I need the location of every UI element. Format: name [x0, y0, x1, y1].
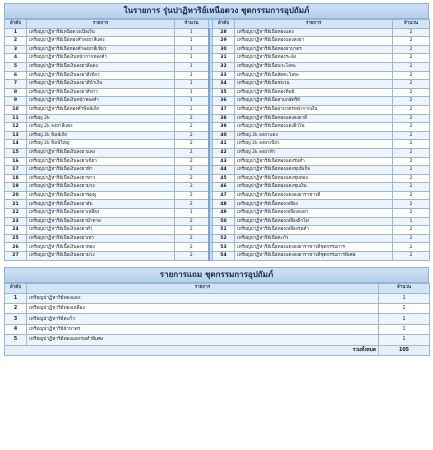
item-qty: 2	[175, 174, 209, 183]
item-name: เหรียญปาฏิหาริย์เนื้อนวะโลหะ	[235, 62, 393, 71]
item-name: เหรียญปาฏิหาริย์เนื้อเงินลงยาทอง	[27, 243, 175, 252]
header-no-left: ลำดับ	[5, 20, 27, 29]
item-name: เหรียญปาฏิหาริย์เนื้อเงินลงยาน้ำตาล	[27, 217, 175, 226]
item-no: 25	[5, 234, 27, 243]
item-no: 47	[213, 191, 235, 200]
item-no: 51	[213, 226, 235, 235]
bonus-qty: 1	[379, 304, 430, 314]
item-no: 28	[213, 28, 235, 37]
item-no: 16	[5, 157, 27, 166]
item-qty: 2	[393, 37, 430, 46]
bonus-item: เหรียญปาฏิหาริย์ฝาบาตร	[27, 324, 379, 334]
item-no: 12	[5, 123, 27, 132]
item-name: เหรียญ 2k ลงยาเขียว	[235, 140, 393, 149]
table-row	[5, 217, 430, 226]
item-name: เหรียญปาฏิหาริย์เนื้อเงินหน้าทองคำ	[27, 97, 175, 106]
item-name: เหรียญ 2k พิมพ์เล็ก	[27, 131, 175, 140]
item-no: 46	[213, 183, 235, 192]
table-row	[5, 200, 430, 209]
item-qty: 1	[175, 54, 209, 63]
item-no: 5	[5, 62, 27, 71]
item-qty: 2	[393, 80, 430, 89]
item-no: 19	[5, 183, 27, 192]
item-name: เหรียญปาฏิหาริย์เนื้อทองทิพย์	[235, 88, 393, 97]
item-name: เหรียญปาฏิหาริย์เนื้อสัตตะโลหะ	[235, 71, 393, 80]
header-item-left: รายการ	[27, 20, 175, 29]
table-row	[5, 123, 430, 132]
item-name: เหรียญปาฏิหาริย์เนื้อเงินลงยาสีขาว	[27, 88, 175, 97]
item-no: 29	[213, 37, 235, 46]
table-row	[5, 226, 430, 235]
item-qty: 2	[393, 140, 430, 149]
bonus-header-qty: จำนวน	[379, 283, 430, 293]
item-qty: 2	[175, 131, 209, 140]
item-no: 4	[5, 54, 27, 63]
header-item-right: รายการ	[235, 20, 393, 29]
item-name: เหรียญปาฏิหาริย์เนื้อทองคำพิมพ์เล็ก	[27, 105, 175, 114]
item-name: เหรียญปาฏิหาริย์เนื้อเงินลงยาม่วง	[27, 183, 175, 192]
bonus-no: 4	[5, 324, 27, 334]
bonus-qty: 1	[379, 293, 430, 303]
main-title: ในรายการ รุ่นปาฏิหาริย์เหนือดวง ชุดกรรมการอุปถัมภ์	[4, 3, 429, 19]
bonus-no: 1	[5, 293, 27, 303]
item-name: เหรียญปาฏิหาริย์เนื้อเงินหน้ากากทองคำ	[27, 54, 175, 63]
item-name: เหรียญปาฏิหาริย์เนื้อเงินลงยาแดง	[27, 148, 175, 157]
item-name: เหรียญปาฏิหาริย์เนื้อทองแดงรมดำ	[235, 157, 393, 166]
item-no: 38	[213, 114, 235, 123]
table-row	[5, 45, 430, 54]
item-name: เหรียญปาฏิหาริย์เนื้อเงินลงยาขาว	[27, 174, 175, 183]
main-header-row	[5, 20, 430, 29]
item-qty: 2	[393, 200, 430, 209]
item-name: เหรียญปาฏิหาริย์เนื้อทองแดงลงยาราชาวดีชุดกรรมการพิเศษ	[235, 252, 393, 261]
item-qty: 1	[393, 217, 430, 226]
table-row	[5, 114, 430, 123]
item-name: เหรียญปาฏิหาริย์เนื้อทองแดงลงยาราชาวดี	[235, 191, 393, 200]
item-no: 21	[5, 200, 27, 209]
item-no: 43	[213, 157, 235, 166]
item-no: 39	[213, 123, 235, 132]
items-sheet	[4, 3, 429, 356]
item-no: 37	[213, 105, 235, 114]
item-name: เหรียญ 2k ลงยาสีแดง	[27, 123, 175, 132]
item-no: 2	[5, 37, 27, 46]
table-row	[5, 174, 430, 183]
bonus-item: เหรียญปาฏิหาริย์ทองแดง	[27, 293, 379, 303]
table-row	[5, 234, 430, 243]
item-name: เหรียญปาฏิหาริย์เนื้อเงินลงยาฟ้า	[27, 166, 175, 175]
bonus-qty: 1	[379, 335, 430, 345]
item-name: เหรียญปาฏิหาริย์เนื้อทองคำลงยาสีเขียว	[27, 45, 175, 54]
item-qty: 1	[175, 71, 209, 80]
item-qty: 2	[175, 200, 209, 209]
item-qty: 2	[393, 148, 430, 157]
item-no: 20	[5, 191, 27, 200]
item-no: 40	[213, 131, 235, 140]
item-qty: 2	[175, 148, 209, 157]
item-no: 31	[213, 54, 235, 63]
item-name: เหรียญ 2k ลงยาแดง	[235, 131, 393, 140]
item-no: 41	[213, 140, 235, 149]
total-label: รวมทั้งหมด	[5, 345, 379, 355]
item-no: 17	[5, 166, 27, 175]
table-row	[5, 157, 430, 166]
item-name: เหรียญปาฏิหาริย์เนื้อทองเหลืองผิวไฟ	[235, 217, 393, 226]
item-no: 53	[213, 243, 235, 252]
item-name: เหรียญปาฏิหาริย์เนื้อทองฝาบาตร	[235, 45, 393, 54]
item-qty: 1	[175, 45, 209, 54]
table-row	[5, 191, 430, 200]
item-name: เหรียญปาฏิหาริย์เนื้อทองแดงลงยาราชาวดีชุดกรรมการ	[235, 243, 393, 252]
item-name: เหรียญปาฏิหาริย์เนื้อเงินลงยาสีแดง	[27, 62, 175, 71]
item-name: เหรียญปาฏิหาริย์เนื้อเงินลงยาชมพู	[27, 191, 175, 200]
item-qty: 2	[393, 174, 430, 183]
item-no: 1	[5, 28, 27, 37]
item-qty: 2	[393, 226, 430, 235]
item-qty: 2	[175, 243, 209, 252]
item-qty: 2	[175, 252, 209, 261]
bonus-qty: 1	[379, 314, 430, 324]
item-no: 3	[5, 45, 27, 54]
item-no: 52	[213, 234, 235, 243]
item-no: 36	[213, 97, 235, 106]
item-name: เหรียญปาฏิหาริย์เนื้อทองแดงลงยาสี	[235, 114, 393, 123]
table-row	[5, 209, 430, 218]
item-name: เหรียญปาฏิหาริย์เนื้อสามกษัตริย์	[235, 97, 393, 106]
item-qty: 2	[175, 123, 209, 132]
table-row	[5, 88, 430, 97]
item-qty: 1	[175, 97, 209, 106]
table-row	[5, 54, 430, 63]
item-name: เหรียญปาฏิหาริย์เนื้อเงินลงยาเทา	[27, 234, 175, 243]
bonus-row	[5, 324, 430, 334]
item-qty: 2	[393, 209, 430, 218]
table-row	[5, 80, 430, 89]
bonus-qty: 1	[379, 324, 430, 334]
item-qty: 1	[175, 80, 209, 89]
item-no: 23	[5, 217, 27, 226]
item-name: เหรียญปาฏิหาริย์เนื้อทองระฆัง	[235, 54, 393, 63]
item-qty: 2	[393, 123, 430, 132]
item-name: เหรียญปาฏิหาริย์เนื้อทองแดงชุบนิเกิ้ล	[235, 166, 393, 175]
item-qty: 1	[175, 209, 209, 218]
bonus-row	[5, 314, 430, 324]
item-name: เหรียญปาฏิหาริย์เนื้อเงินลงยาเหลือง	[27, 209, 175, 218]
item-no: 30	[213, 45, 235, 54]
table-row	[5, 97, 430, 106]
table-row	[5, 105, 430, 114]
item-no: 6	[5, 71, 27, 80]
item-no: 45	[213, 174, 235, 183]
table-row	[5, 148, 430, 157]
table-row	[5, 140, 430, 149]
item-qty: 2	[175, 157, 209, 166]
item-qty: 1	[175, 28, 209, 37]
item-no: 24	[5, 226, 27, 235]
bonus-header-row	[5, 283, 430, 293]
item-name: เหรียญปาฏิหาริย์เนื้อเงินลงยาสีน้ำเงิน	[27, 80, 175, 89]
item-no: 48	[213, 200, 235, 209]
item-qty: 2	[393, 97, 430, 106]
item-qty: 2	[175, 191, 209, 200]
bonus-row	[5, 293, 430, 303]
item-no: 10	[5, 105, 27, 114]
bonus-item: เหรียญปาฏิหาริย์ทองแดงรมดำพิเศษ	[27, 335, 379, 345]
item-no: 11	[5, 114, 27, 123]
item-qty: 2	[393, 114, 430, 123]
item-name: เหรียญปาฏิหาริย์เนื้อเงินลงยาดำ	[27, 226, 175, 235]
item-qty: 2	[393, 62, 430, 71]
item-name: เหรียญปาฏิหาริย์เนื้อฝาบาตรหน้ากากเงิน	[235, 105, 393, 114]
item-qty: 1	[175, 62, 209, 71]
item-qty: 2	[175, 234, 209, 243]
main-table-body	[5, 28, 430, 260]
item-name: เหรียญปาฏิหาริย์เนื้อทองคำลงยาสีแดง	[27, 37, 175, 46]
item-qty: 2	[393, 54, 430, 63]
item-qty: 2	[175, 217, 209, 226]
item-qty: 2	[393, 166, 430, 175]
item-qty: 2	[393, 45, 430, 54]
bonus-items-table	[4, 283, 430, 356]
table-row	[5, 71, 430, 80]
item-qty: 2	[175, 114, 209, 123]
item-no: 15	[5, 148, 27, 157]
item-qty: 2	[175, 166, 209, 175]
bonus-table-body	[5, 293, 430, 345]
table-row	[5, 131, 430, 140]
item-no: 9	[5, 97, 27, 106]
item-qty: 1	[175, 88, 209, 97]
header-qty-right: จำนวน	[393, 20, 430, 29]
item-qty: 2	[393, 243, 430, 252]
item-name: เหรียญปาฏิหาริย์เนื้อทองเหลืองลงยา	[235, 209, 393, 218]
item-qty: 1	[175, 105, 209, 114]
item-qty: 2	[175, 226, 209, 235]
item-no: 18	[5, 174, 27, 183]
item-no: 54	[213, 252, 235, 261]
item-name: เหรียญปาฏิหาริย์เนื้อทองแดงลงยา	[235, 37, 393, 46]
item-qty: 1	[175, 37, 209, 46]
item-no: 35	[213, 88, 235, 97]
item-name: เหรียญปาฏิหาริย์เนื้อทองแดง	[235, 28, 393, 37]
item-qty: 2	[393, 71, 430, 80]
item-qty: 2	[393, 131, 430, 140]
item-name: เหรียญปาฏิหาริย์เนื้อทองเหลืองรมดำ	[235, 226, 393, 235]
item-no: 33	[213, 71, 235, 80]
header-qty-left: จำนวน	[175, 20, 209, 29]
item-qty: 2	[393, 234, 430, 243]
item-no: 13	[5, 131, 27, 140]
bonus-header-item: รายการ	[27, 283, 379, 293]
table-row	[5, 37, 430, 46]
item-no: 34	[213, 80, 235, 89]
bonus-no: 3	[5, 314, 27, 324]
item-no: 22	[5, 209, 27, 218]
bonus-row	[5, 304, 430, 314]
bonus-no: 5	[5, 335, 27, 345]
item-qty: 2	[393, 88, 430, 97]
bonus-item: เหรียญปาฏิหาริย์ตะกั่ว	[27, 314, 379, 324]
item-qty: 2	[393, 28, 430, 37]
bonus-title: รายการแถม ชุดกรรมการอุปถัมภ์	[4, 267, 429, 283]
item-name: เหรียญปาฏิหาริย์เนื้อตะกั่ว	[235, 234, 393, 243]
item-name: เหรียญปาฏิหาริย์เนื้อเงินลงยาม่วง	[27, 252, 175, 261]
item-no: 44	[213, 166, 235, 175]
item-name: เหรียญปาฏิหาริย์เนื้อทองแดงผิวไฟ	[235, 123, 393, 132]
item-name: เหรียญ 2k พิมพ์ใหญ่	[27, 140, 175, 149]
item-qty: 2	[175, 183, 209, 192]
item-qty: 2	[393, 191, 430, 200]
item-qty: 2	[175, 140, 209, 149]
total-row	[5, 345, 430, 355]
header-no-right: ลำดับ	[213, 20, 235, 29]
item-no: 49	[213, 209, 235, 218]
item-qty: 2	[393, 105, 430, 114]
item-no: 26	[5, 243, 27, 252]
bonus-header-no: ลำดับ	[5, 283, 27, 293]
item-name: เหรียญปาฏิหาริย์เนื้อเงินลงยาสีเขียว	[27, 71, 175, 80]
item-no: 8	[5, 88, 27, 97]
item-no: 50	[213, 217, 235, 226]
item-name: เหรียญ 2k ลงยาฟ้า	[235, 148, 393, 157]
table-row	[5, 183, 430, 192]
item-no: 14	[5, 140, 27, 149]
bonus-no: 2	[5, 304, 27, 314]
table-row	[5, 62, 430, 71]
item-name: เหรียญปาฏิหาริย์เนื้อทองแดงชุบทอง	[235, 174, 393, 183]
item-name: เหรียญปาฏิหาริย์เนื้อเงินลงยาส้ม	[27, 200, 175, 209]
item-no: 32	[213, 62, 235, 71]
item-no: 7	[5, 80, 27, 89]
item-name: เหรียญปาฏิหาริย์เนื้อชนวน	[235, 80, 393, 89]
item-no: 42	[213, 148, 235, 157]
table-row	[5, 243, 430, 252]
item-qty: 2	[393, 252, 430, 261]
item-name: เหรียญปาฏิหาริย์เนื้อทองเหลือง	[235, 200, 393, 209]
item-qty: 2	[393, 183, 430, 192]
bonus-item: เหรียญปาฏิหาริย์ทองเหลือง	[27, 304, 379, 314]
item-name: เหรียญปาฏิหาริย์เนื้อเงินลงยาเขียว	[27, 157, 175, 166]
item-name: เหรียญ 2k	[27, 114, 175, 123]
table-row	[5, 252, 430, 261]
bonus-row	[5, 335, 430, 345]
item-name: เหรียญปาฏิหาริย์เหนือดวงเนื้อเงิน	[27, 28, 175, 37]
main-items-table	[4, 19, 430, 261]
total-value: 105	[379, 345, 430, 355]
table-row	[5, 28, 430, 37]
item-qty: 2	[393, 157, 430, 166]
item-name: เหรียญปาฏิหาริย์เนื้อทองแดงชุบเงิน	[235, 183, 393, 192]
item-no: 27	[5, 252, 27, 261]
table-row	[5, 166, 430, 175]
